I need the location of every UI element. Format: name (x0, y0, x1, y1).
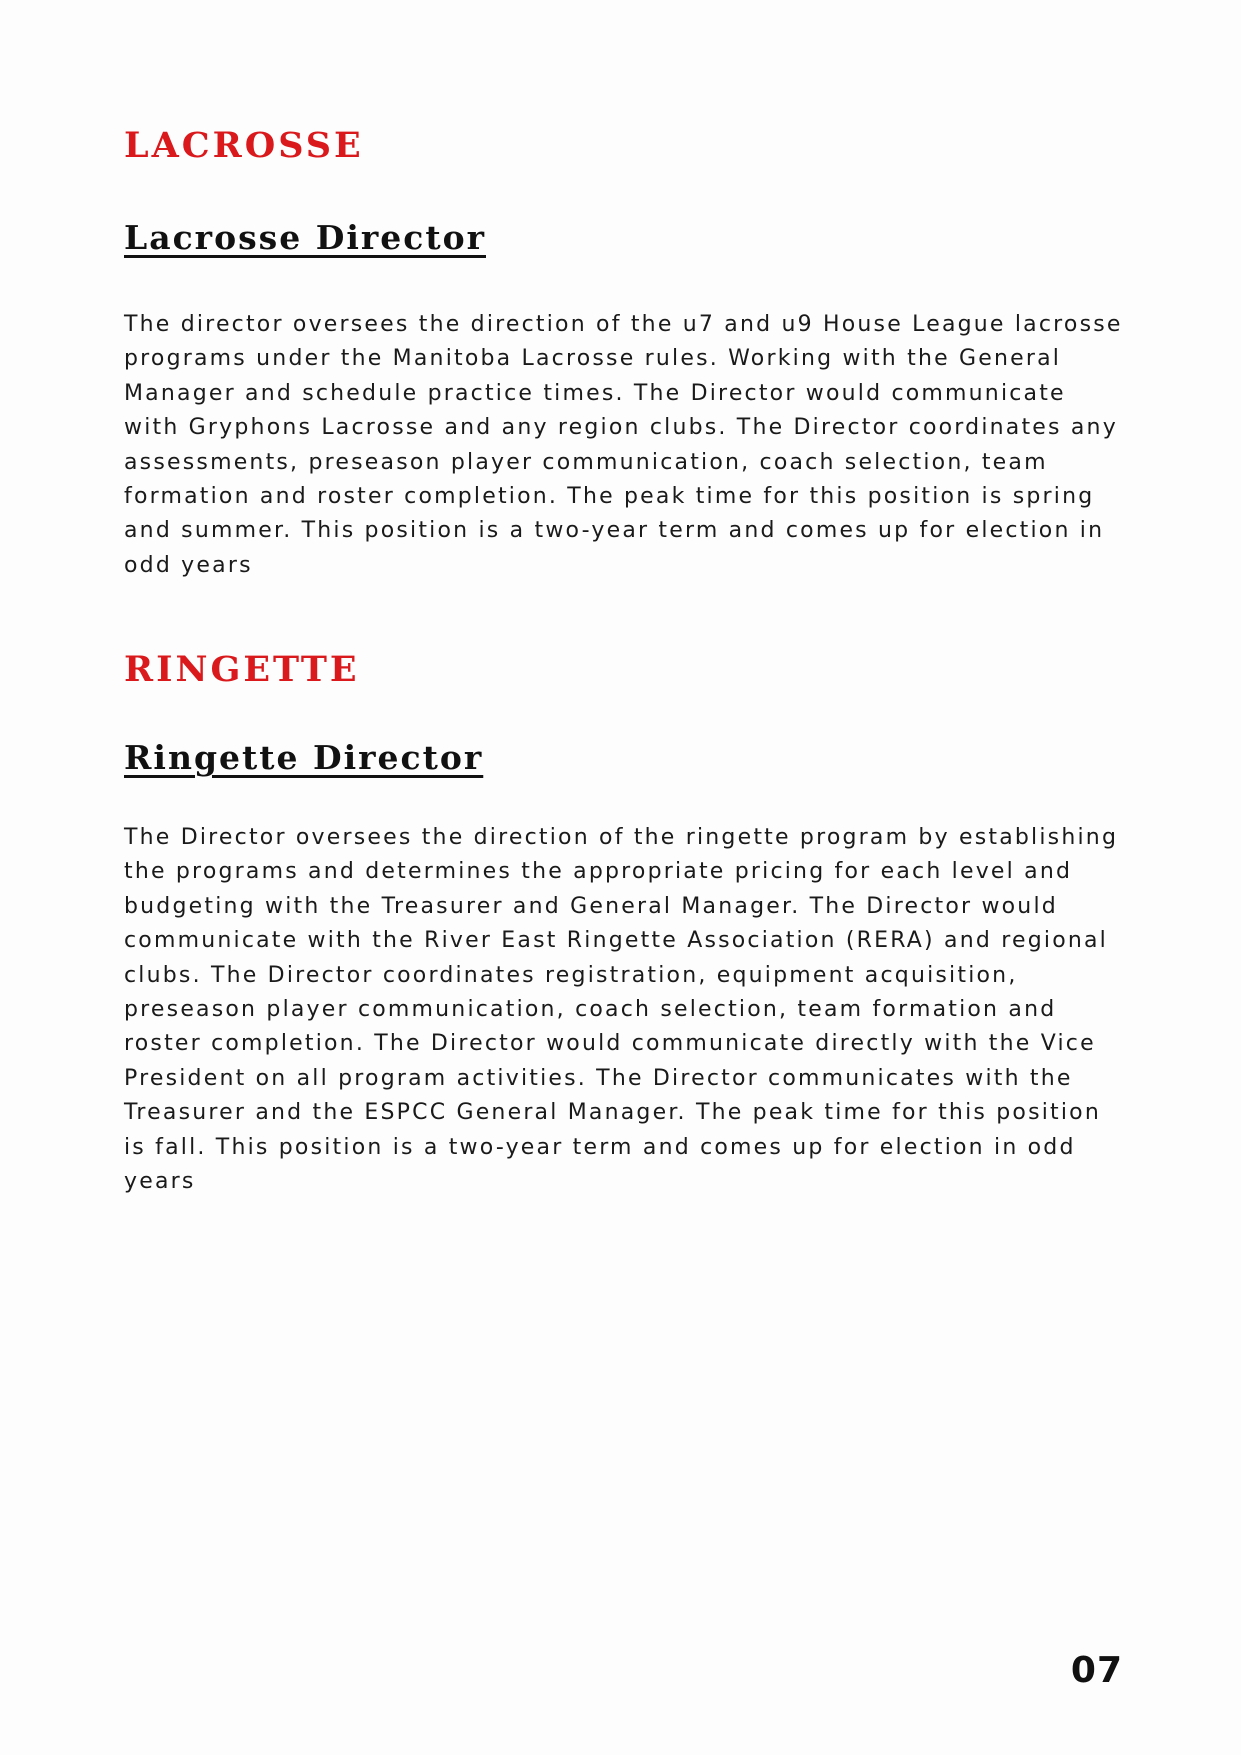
ringette-director-heading: Ringette Director (124, 738, 484, 777)
ringette-section-title: RINGETTE (124, 649, 360, 690)
lacrosse-director-heading: Lacrosse Director (124, 218, 486, 257)
lacrosse-director-description: The director oversees the direction of the u7 and u9 House League lacrosse programs under the Manitoba Lacrosse rules. Working with the General Manager and schedule practice times. The Director would communicate with Gryphons Lacrosse and any region clubs. The Director coordinates any assessments, preseason player communication, coach selection, team formation and roster completion. The peak time for this position is spring and summer. This position is a two-year term and comes up for election in odd years (124, 312, 1123, 578)
ringette-director-description: The Director oversees the direction of the ringette program by establishing the programs and determines the appropriate pricing for each level and budgeting with the Treasurer and General Manager. The Director would communicate with the River East Ringette Association (RERA) and regional clubs. The Director coordinates registration, equipment acquisition, preseason player communication, coach selection, team formation and roster completion. The Director would communicate directly with the Vice President on all program activities. The Director communicates with the Treasurer and the ESPCC General Manager. The peak time for this position is fall. This position is a two-year term and comes up for election in odd years (124, 825, 1119, 1195)
lacrosse-section-title: LACROSSE (124, 125, 364, 166)
page-number: 07 (1070, 1650, 1123, 1691)
